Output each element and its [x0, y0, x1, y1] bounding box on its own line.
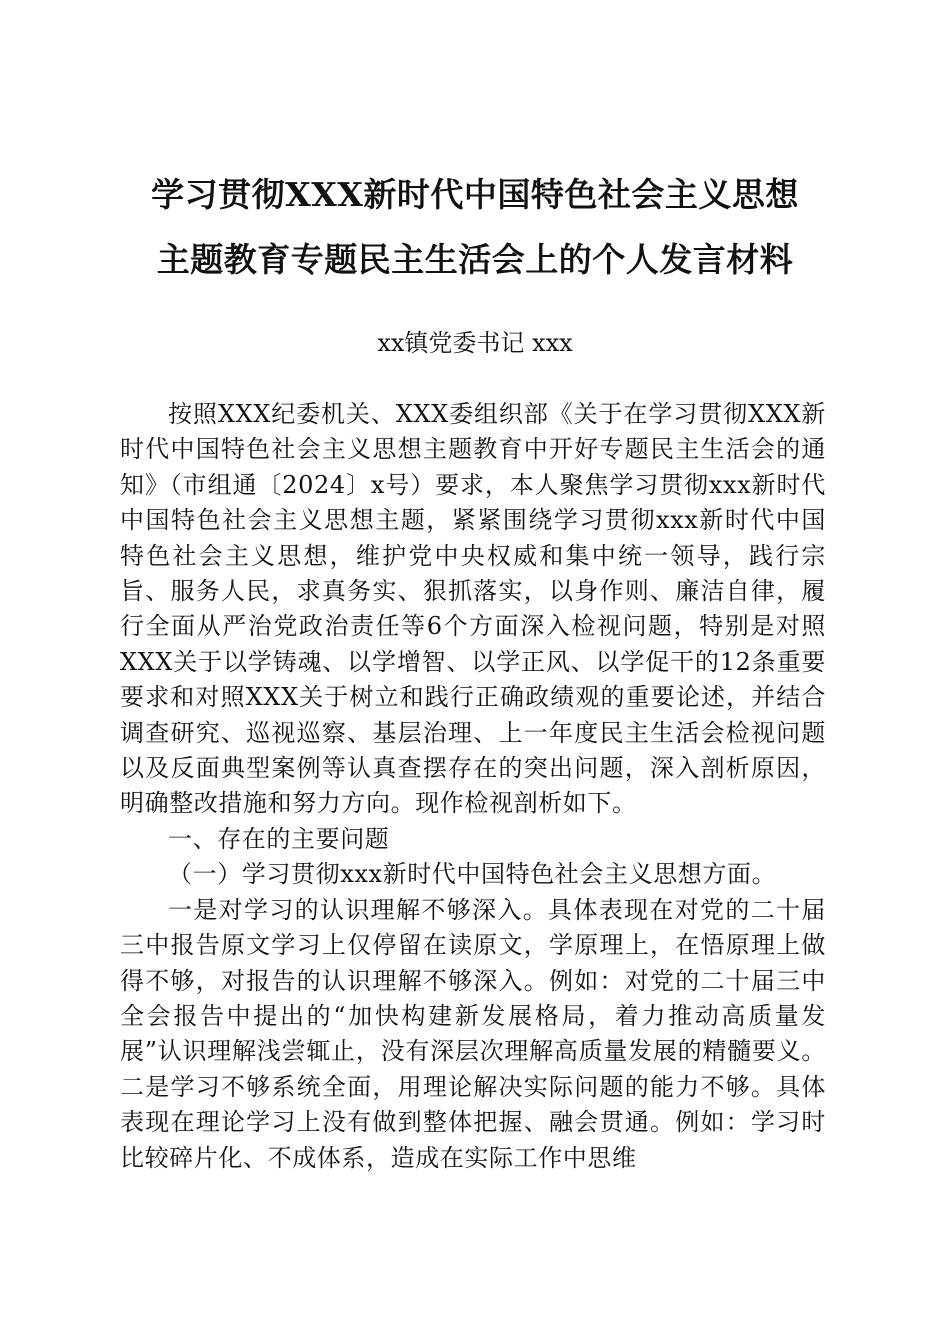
point-paragraph: 一是对学习的认识理解不够深入。具体表现在对党的二十届三中报告原文学习上仅停留在读原文，学原理上，在悟原理上做得不够，对报告的认识理解不够深入。例如：对党的二十届三中全会报告中提出的“加快构建新发展格局，着力推动高质量发展”认识理解浅尝辄止，没有深层次理解高质量发展的精髓要义。二是学习不够系统全面，用理论解决实际问题的能力不够。具体表现在理论学习上没有做到整体把握、融会贯通。例如：学习时比较碎片化、不成体系，造成在实际工作中思维 [120, 895, 826, 1172]
document-body [120, 397, 826, 1176]
subsection-heading: （一）学习贯彻xxx新时代中国特色社会主义思想方面。 [168, 860, 777, 889]
document-author: xx镇党委书记 xxx [377, 329, 573, 357]
intro-paragraph: 按照XXX纪委机关、XXX委组织部《关于在学习贯彻XXX新时代中国特色社会主义思想主题教育中开好专题民主生活会的通知》（市组通〔2024〕x号）要求，本人聚焦学习贯彻xxx新时代中国特色社会主义思想主题，紧紧围绕学习贯彻xxx新时代中国特色社会主义思想，维护党中央权威和集中统一领导，践行宗旨、服务人民，求真务实、狠抓落实，以身作则、廉洁自律，履行全面从严治党政治责任等6个方面深入检视问题，特别是对照XXX关于以学铸魂、以学增智、以学正风、以学促干的12条重要要求和对照XXX关于树立和践行正确政绩观的重要论述，并结合调查研究、巡视巡察、基层治理、上一年度民主生活会检视问题以及反面典型案例等认真查摆存在的突出问题，深入剖析原因，明确整改措施和努力方向。现作检视剖析如下。 [120, 400, 826, 818]
document-title-line-1: 学习贯彻XXX新时代中国特色社会主义思想 [151, 175, 799, 214]
section-heading: 一、存在的主要问题 [168, 824, 390, 853]
document-title-line-2: 主题教育专题民主生活会上的个人发言材料 [156, 240, 794, 279]
